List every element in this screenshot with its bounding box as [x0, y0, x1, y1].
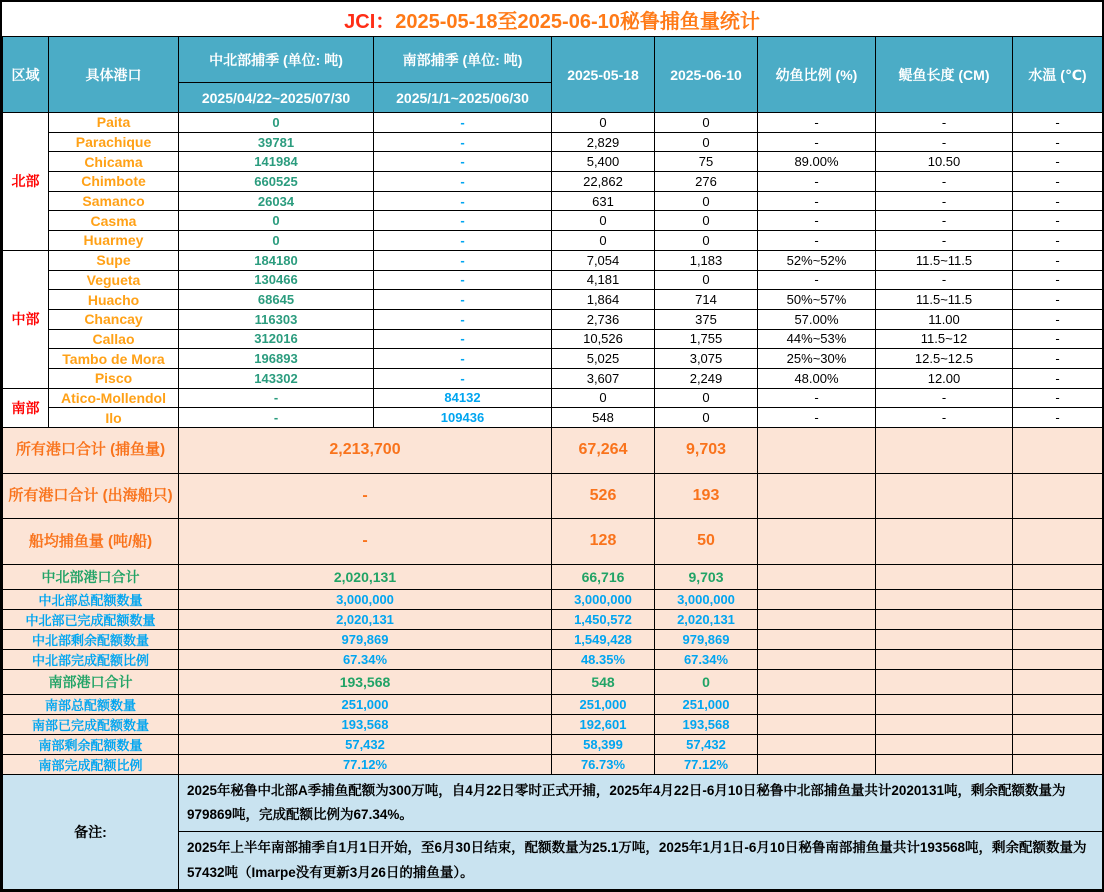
- anchovy-length-value: -: [876, 132, 1013, 152]
- nc-season-value: -: [179, 388, 374, 408]
- juvenile-ratio-value: -: [758, 132, 876, 152]
- date1-catch-value: 0: [552, 113, 655, 133]
- empty-cell: [876, 694, 1013, 714]
- port-row: [3, 211, 1103, 231]
- date1-catch-value: 0: [552, 211, 655, 231]
- col-header-date1: 2025-05-18: [552, 37, 655, 113]
- quota-season-value: 193,568: [179, 669, 552, 694]
- port-name-cell: Vegueta: [49, 270, 179, 290]
- anchovy-length-value: 12.00: [876, 368, 1013, 388]
- empty-cell: [758, 519, 876, 565]
- quota-section: [3, 564, 1103, 774]
- empty-cell: [758, 629, 876, 649]
- empty-cell: [876, 428, 1013, 474]
- nc-season-value: 143302: [179, 368, 374, 388]
- quota-season-value: 57,432: [179, 734, 552, 754]
- quota-row: [3, 649, 1103, 669]
- grand-total-date1-value: 526: [552, 473, 655, 519]
- col-header-juvenile: 幼鱼比例 (%): [758, 37, 876, 113]
- anchovy-length-value: -: [876, 191, 1013, 211]
- port-row: [3, 152, 1103, 172]
- grand-total-label: 所有港口合计 (捕鱼量): [3, 428, 179, 474]
- date1-catch-value: 2,736: [552, 309, 655, 329]
- quota-row: [3, 589, 1103, 609]
- grand-total-row: [3, 473, 1103, 519]
- empty-cell: [758, 694, 876, 714]
- date2-catch-value: 0: [655, 113, 758, 133]
- date2-catch-value: 714: [655, 290, 758, 310]
- nc-season-value: 141984: [179, 152, 374, 172]
- nc-season-value: 68645: [179, 290, 374, 310]
- empty-cell: [758, 754, 876, 774]
- empty-cell: [876, 754, 1013, 774]
- nc-season-value: 196893: [179, 349, 374, 369]
- notes-label: 备注:: [3, 774, 179, 889]
- anchovy-length-value: 11.5~11.5: [876, 290, 1013, 310]
- date1-catch-value: 0: [552, 231, 655, 251]
- date2-catch-value: 276: [655, 172, 758, 192]
- date1-catch-value: 2,829: [552, 132, 655, 152]
- note-north-central: 2025年秘鲁中北部A季捕鱼配额为300万吨，自4月22日零时正式开捕，2025年4月22日-6月10日秘鲁中北部捕鱼量共计2020131吨，剩余配额数量为979869吨，完成配额比例为67.34%。: [179, 774, 1103, 832]
- quota-label: 中北部港口合计: [3, 564, 179, 589]
- anchovy-length-value: -: [876, 270, 1013, 290]
- port-name-cell: Casma: [49, 211, 179, 231]
- anchovy-length-value: -: [876, 388, 1013, 408]
- quota-date2-value: 193,568: [655, 714, 758, 734]
- juvenile-ratio-value: -: [758, 113, 876, 133]
- port-row: [3, 309, 1103, 329]
- quota-season-value: 2,020,131: [179, 564, 552, 589]
- empty-cell: [876, 734, 1013, 754]
- grand-total-season-value: 2,213,700: [179, 428, 552, 474]
- quota-date1-value: 58,399: [552, 734, 655, 754]
- south-season-value: -: [374, 132, 552, 152]
- juvenile-ratio-value: 44%~53%: [758, 329, 876, 349]
- nc-season-value: 0: [179, 211, 374, 231]
- col-header-date2: 2025-06-10: [655, 37, 758, 113]
- empty-cell: [758, 428, 876, 474]
- title-jci-label: JCI：: [344, 10, 396, 33]
- water-temp-value: -: [1013, 309, 1103, 329]
- port-name-cell: Ilo: [49, 408, 179, 428]
- empty-cell: [876, 564, 1013, 589]
- quota-label: 南部港口合计: [3, 669, 179, 694]
- port-row: [3, 231, 1103, 251]
- date2-catch-value: 0: [655, 211, 758, 231]
- south-season-value: -: [374, 270, 552, 290]
- port-name-cell: Parachique: [49, 132, 179, 152]
- water-temp-value: -: [1013, 368, 1103, 388]
- grand-total-date1-value: 67,264: [552, 428, 655, 474]
- quota-date2-value: 67.34%: [655, 649, 758, 669]
- quota-row: [3, 564, 1103, 589]
- water-temp-value: -: [1013, 191, 1103, 211]
- juvenile-ratio-value: 25%~30%: [758, 349, 876, 369]
- empty-cell: [876, 589, 1013, 609]
- date2-catch-value: 0: [655, 408, 758, 428]
- south-season-value: -: [374, 231, 552, 251]
- empty-cell: [1013, 519, 1103, 565]
- date2-catch-value: 75: [655, 152, 758, 172]
- port-row: [3, 368, 1103, 388]
- nc-season-value: 130466: [179, 270, 374, 290]
- quota-row: [3, 714, 1103, 734]
- quota-date1-value: 192,601: [552, 714, 655, 734]
- water-temp-value: -: [1013, 132, 1103, 152]
- south-season-value: -: [374, 113, 552, 133]
- port-row: [3, 113, 1103, 133]
- empty-cell: [1013, 473, 1103, 519]
- water-temp-value: -: [1013, 172, 1103, 192]
- quota-row: [3, 754, 1103, 774]
- empty-cell: [876, 714, 1013, 734]
- empty-cell: [758, 669, 876, 694]
- empty-cell: [876, 519, 1013, 565]
- date1-catch-value: 4,181: [552, 270, 655, 290]
- empty-cell: [1013, 428, 1103, 474]
- quota-date2-value: 2,020,131: [655, 609, 758, 629]
- south-season-value: -: [374, 349, 552, 369]
- empty-cell: [1013, 649, 1103, 669]
- date1-catch-value: 3,607: [552, 368, 655, 388]
- quota-season-value: 67.34%: [179, 649, 552, 669]
- page-title: [2, 2, 1102, 36]
- quota-season-value: 77.12%: [179, 754, 552, 774]
- grand-total-label: 船均捕鱼量 (吨/船): [3, 519, 179, 565]
- empty-cell: [1013, 669, 1103, 694]
- table-header: [3, 37, 1103, 113]
- juvenile-ratio-value: -: [758, 191, 876, 211]
- region-cell: 南部: [3, 388, 49, 427]
- water-temp-value: -: [1013, 113, 1103, 133]
- date1-catch-value: 10,526: [552, 329, 655, 349]
- anchovy-length-value: -: [876, 231, 1013, 251]
- empty-cell: [758, 609, 876, 629]
- juvenile-ratio-value: -: [758, 231, 876, 251]
- south-season-value: 109436: [374, 408, 552, 428]
- nc-season-value: 116303: [179, 309, 374, 329]
- empty-cell: [1013, 694, 1103, 714]
- empty-cell: [876, 609, 1013, 629]
- col-header-region: 区域: [3, 37, 49, 113]
- nc-season-value: 184180: [179, 250, 374, 270]
- anchovy-length-value: -: [876, 113, 1013, 133]
- port-row: [3, 132, 1103, 152]
- quota-row: [3, 609, 1103, 629]
- juvenile-ratio-value: -: [758, 270, 876, 290]
- port-name-cell: Pisco: [49, 368, 179, 388]
- port-rows-section: [3, 113, 1103, 428]
- date2-catch-value: 0: [655, 132, 758, 152]
- quota-row: [3, 734, 1103, 754]
- port-row: [3, 329, 1103, 349]
- water-temp-value: -: [1013, 152, 1103, 172]
- quota-date1-value: 48.35%: [552, 649, 655, 669]
- nc-season-value: 39781: [179, 132, 374, 152]
- quota-date1-value: 1,549,428: [552, 629, 655, 649]
- date1-catch-value: 548: [552, 408, 655, 428]
- empty-cell: [758, 714, 876, 734]
- date1-catch-value: 1,864: [552, 290, 655, 310]
- quota-date1-value: 3,000,000: [552, 589, 655, 609]
- quota-date1-value: 76.73%: [552, 754, 655, 774]
- port-row: [3, 191, 1103, 211]
- juvenile-ratio-value: 57.00%: [758, 309, 876, 329]
- empty-cell: [1013, 754, 1103, 774]
- juvenile-ratio-value: -: [758, 211, 876, 231]
- col-header-length: 鳀鱼长度 (CM): [876, 37, 1013, 113]
- quota-label: 南部总配额数量: [3, 694, 179, 714]
- quota-label: 中北部已完成配额数量: [3, 609, 179, 629]
- quota-row: [3, 694, 1103, 714]
- juvenile-ratio-value: 50%~57%: [758, 290, 876, 310]
- grand-total-row: [3, 428, 1103, 474]
- grand-total-season-value: -: [179, 473, 552, 519]
- south-season-value: -: [374, 250, 552, 270]
- date1-catch-value: 631: [552, 191, 655, 211]
- empty-cell: [1013, 564, 1103, 589]
- empty-cell: [758, 734, 876, 754]
- grand-total-section: [3, 428, 1103, 565]
- juvenile-ratio-value: -: [758, 408, 876, 428]
- water-temp-value: -: [1013, 408, 1103, 428]
- quota-label: 南部已完成配额数量: [3, 714, 179, 734]
- date1-catch-value: 0: [552, 388, 655, 408]
- grand-total-date2-value: 50: [655, 519, 758, 565]
- port-row: [3, 349, 1103, 369]
- water-temp-value: -: [1013, 211, 1103, 231]
- south-season-value: -: [374, 191, 552, 211]
- empty-cell: [758, 473, 876, 519]
- grand-total-date2-value: 193: [655, 473, 758, 519]
- quota-label: 中北部完成配额比例: [3, 649, 179, 669]
- empty-cell: [1013, 589, 1103, 609]
- col-header-port: 具体港口: [49, 37, 179, 113]
- nc-season-value: 0: [179, 113, 374, 133]
- note-south: 2025年上半年南部捕季自1月1日开始，至6月30日结束，配额数量为25.1万吨，2025年1月1日-6月10日秘鲁南部捕鱼量共计193568吨，剩余配额数量为57432吨（Imarpe没有更新3月26日的捕鱼量）。: [179, 832, 1103, 890]
- port-name-cell: Paita: [49, 113, 179, 133]
- empty-cell: [758, 649, 876, 669]
- port-name-cell: Chicama: [49, 152, 179, 172]
- date1-catch-value: 5,025: [552, 349, 655, 369]
- grand-total-label: 所有港口合计 (出海船只): [3, 473, 179, 519]
- empty-cell: [876, 649, 1013, 669]
- port-row: [3, 270, 1103, 290]
- port-name-cell: Samanco: [49, 191, 179, 211]
- port-name-cell: Atico-Mollendol: [49, 388, 179, 408]
- col-header-nc-season: 中北部捕季 (单位: 吨): [179, 37, 374, 83]
- south-season-value: -: [374, 368, 552, 388]
- quota-date2-value: 251,000: [655, 694, 758, 714]
- juvenile-ratio-value: 48.00%: [758, 368, 876, 388]
- quota-date2-value: 9,703: [655, 564, 758, 589]
- date1-catch-value: 22,862: [552, 172, 655, 192]
- port-row: [3, 290, 1103, 310]
- date2-catch-value: 0: [655, 231, 758, 251]
- port-name-cell: Callao: [49, 329, 179, 349]
- grand-total-season-value: -: [179, 519, 552, 565]
- south-season-value: 84132: [374, 388, 552, 408]
- date1-catch-value: 7,054: [552, 250, 655, 270]
- port-row: [3, 388, 1103, 408]
- quota-label: 南部剩余配额数量: [3, 734, 179, 754]
- juvenile-ratio-value: -: [758, 172, 876, 192]
- date2-catch-value: 1,183: [655, 250, 758, 270]
- empty-cell: [876, 473, 1013, 519]
- quota-date2-value: 57,432: [655, 734, 758, 754]
- anchovy-length-value: -: [876, 211, 1013, 231]
- empty-cell: [876, 629, 1013, 649]
- nc-season-value: -: [179, 408, 374, 428]
- quota-season-value: 979,869: [179, 629, 552, 649]
- juvenile-ratio-value: 52%~52%: [758, 250, 876, 270]
- port-name-cell: Supe: [49, 250, 179, 270]
- port-name-cell: Chancay: [49, 309, 179, 329]
- juvenile-ratio-value: 89.00%: [758, 152, 876, 172]
- quota-label: 中北部总配额数量: [3, 589, 179, 609]
- nc-season-value: 26034: [179, 191, 374, 211]
- empty-cell: [758, 564, 876, 589]
- grand-total-date2-value: 9,703: [655, 428, 758, 474]
- port-name-cell: Huacho: [49, 290, 179, 310]
- quota-date1-value: 548: [552, 669, 655, 694]
- quota-date1-value: 1,450,572: [552, 609, 655, 629]
- nc-season-value: 0: [179, 231, 374, 251]
- south-season-value: -: [374, 172, 552, 192]
- port-name-cell: Tambo de Mora: [49, 349, 179, 369]
- quota-date1-value: 66,716: [552, 564, 655, 589]
- grand-total-row: [3, 519, 1103, 565]
- date1-catch-value: 5,400: [552, 152, 655, 172]
- south-season-date-range: 2025/1/1~2025/06/30: [374, 83, 552, 113]
- quota-date2-value: 3,000,000: [655, 589, 758, 609]
- date2-catch-value: 375: [655, 309, 758, 329]
- south-season-value: -: [374, 290, 552, 310]
- nc-season-value: 312016: [179, 329, 374, 349]
- grand-total-date1-value: 128: [552, 519, 655, 565]
- quota-date1-value: 251,000: [552, 694, 655, 714]
- anchovy-length-value: 12.5~12.5: [876, 349, 1013, 369]
- water-temp-value: -: [1013, 250, 1103, 270]
- nc-season-value: 660525: [179, 172, 374, 192]
- quota-season-value: 251,000: [179, 694, 552, 714]
- empty-cell: [1013, 609, 1103, 629]
- empty-cell: [876, 669, 1013, 694]
- quota-season-value: 193,568: [179, 714, 552, 734]
- region-cell: 北部: [3, 113, 49, 251]
- date2-catch-value: 0: [655, 270, 758, 290]
- nc-season-date-range: 2025/04/22~2025/07/30: [179, 83, 374, 113]
- water-temp-value: -: [1013, 388, 1103, 408]
- quota-date2-value: 77.12%: [655, 754, 758, 774]
- port-name-cell: Huarmey: [49, 231, 179, 251]
- anchovy-length-value: 10.50: [876, 152, 1013, 172]
- catch-statistics-table: [2, 36, 1103, 890]
- date2-catch-value: 1,755: [655, 329, 758, 349]
- anchovy-length-value: 11.5~12: [876, 329, 1013, 349]
- region-cell: 中部: [3, 250, 49, 388]
- port-row: [3, 408, 1103, 428]
- water-temp-value: -: [1013, 349, 1103, 369]
- col-header-temp: 水温 (℃): [1013, 37, 1103, 113]
- empty-cell: [1013, 714, 1103, 734]
- anchovy-length-value: 11.5~11.5: [876, 250, 1013, 270]
- water-temp-value: -: [1013, 270, 1103, 290]
- anchovy-length-value: -: [876, 172, 1013, 192]
- water-temp-value: -: [1013, 329, 1103, 349]
- notes-section: [3, 774, 1103, 889]
- date2-catch-value: 0: [655, 191, 758, 211]
- south-season-value: -: [374, 211, 552, 231]
- south-season-value: -: [374, 329, 552, 349]
- water-temp-value: -: [1013, 290, 1103, 310]
- quota-season-value: 2,020,131: [179, 609, 552, 629]
- anchovy-length-value: -: [876, 408, 1013, 428]
- quota-row: [3, 669, 1103, 694]
- empty-cell: [1013, 629, 1103, 649]
- empty-cell: [1013, 734, 1103, 754]
- quota-label: 南部完成配额比例: [3, 754, 179, 774]
- port-name-cell: Chimbote: [49, 172, 179, 192]
- anchovy-length-value: 11.00: [876, 309, 1013, 329]
- date2-catch-value: 2,249: [655, 368, 758, 388]
- water-temp-value: -: [1013, 231, 1103, 251]
- port-row: [3, 172, 1103, 192]
- date2-catch-value: 0: [655, 388, 758, 408]
- port-row: [3, 250, 1103, 270]
- empty-cell: [758, 589, 876, 609]
- south-season-value: -: [374, 152, 552, 172]
- south-season-value: -: [374, 309, 552, 329]
- juvenile-ratio-value: -: [758, 388, 876, 408]
- title-text: 2025-05-18至2025-06-10秘鲁捕鱼量统计: [395, 10, 760, 33]
- quota-date2-value: 979,869: [655, 629, 758, 649]
- date2-catch-value: 3,075: [655, 349, 758, 369]
- quota-row: [3, 629, 1103, 649]
- quota-season-value: 3,000,000: [179, 589, 552, 609]
- col-header-south-season: 南部捕季 (单位: 吨): [374, 37, 552, 83]
- quota-label: 中北部剩余配额数量: [3, 629, 179, 649]
- quota-date2-value: 0: [655, 669, 758, 694]
